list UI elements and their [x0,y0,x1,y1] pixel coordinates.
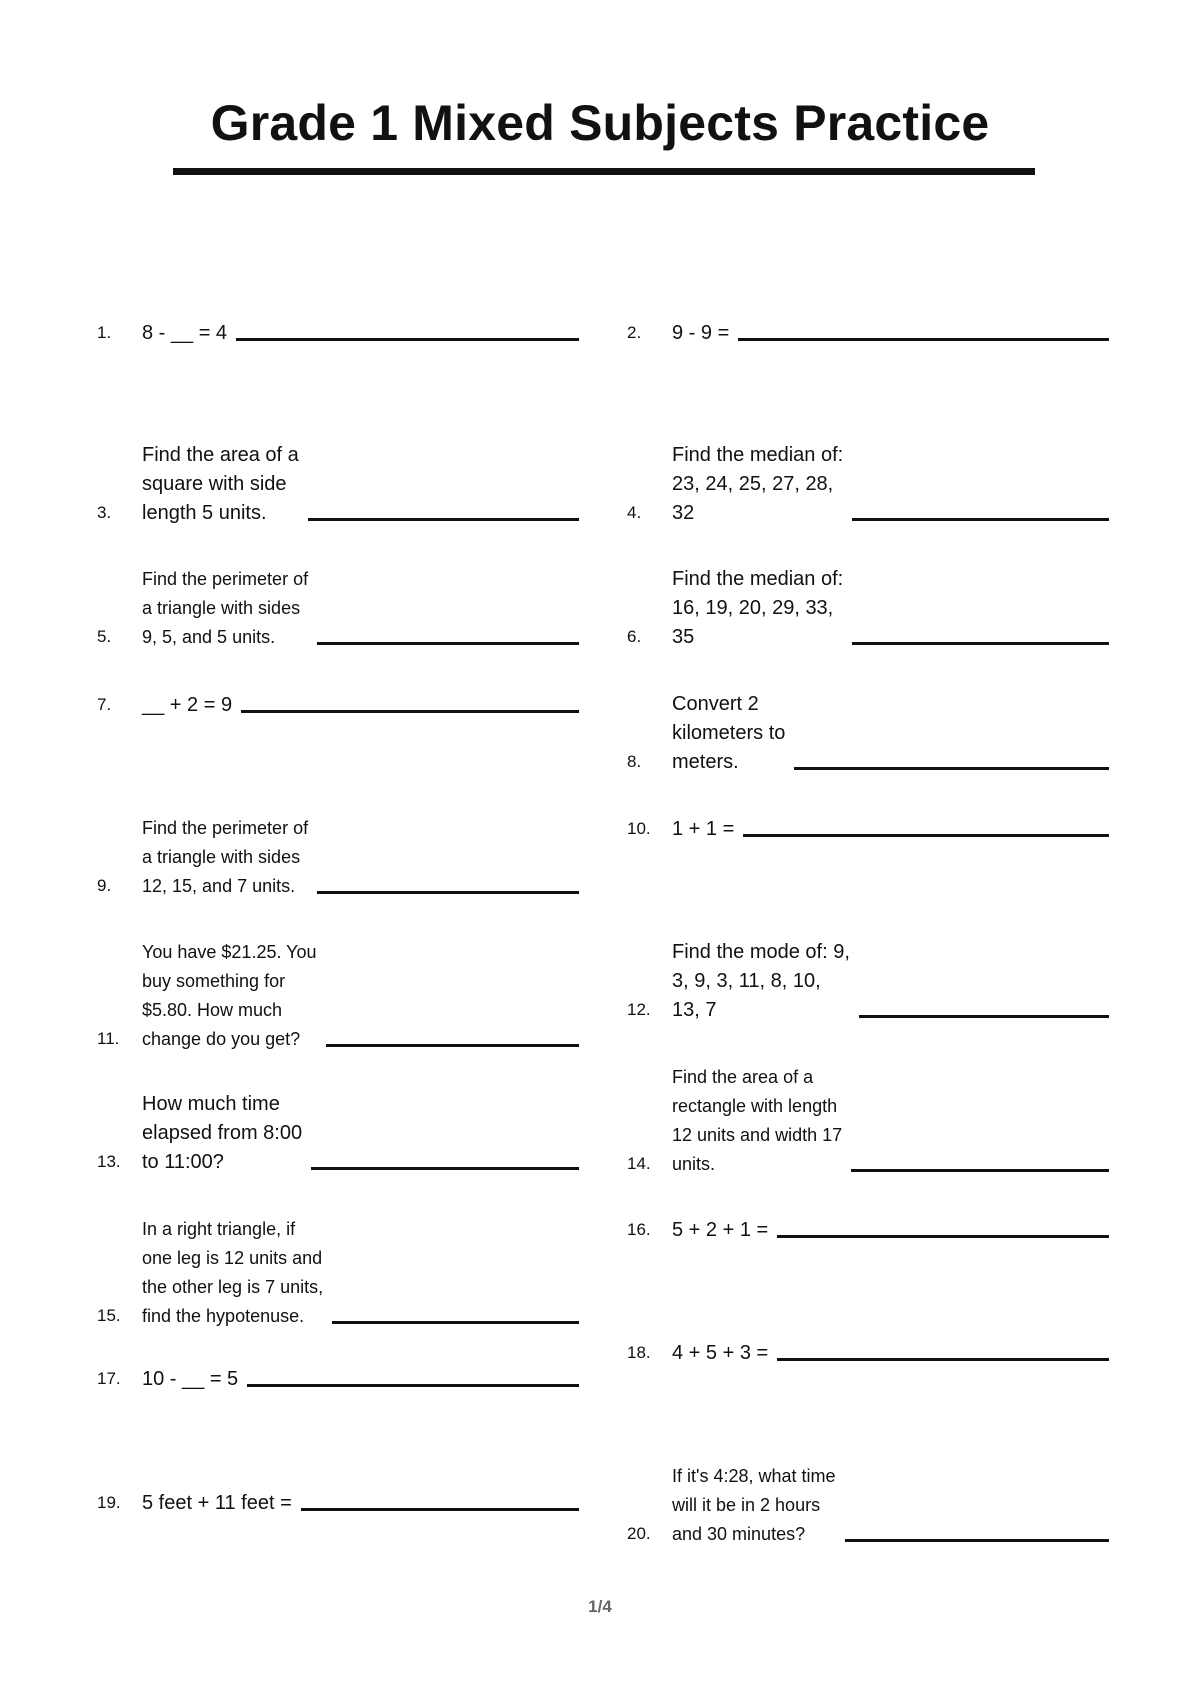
answer-line[interactable] [317,642,579,645]
question-number: 8. [627,752,642,771]
question-6 [627,565,1109,652]
question-text: Find the perimeter of a triangle with sides 12, 15, and 7 units. [142,818,309,896]
question-13 [97,1090,579,1177]
question-text: Find the area of a square with side length 5 units. [142,444,299,524]
question-number: 4. [627,503,642,522]
question-3 [97,441,579,528]
question-number: 1. [97,323,112,342]
worksheet-title: Grade 1 Mixed Subjects Practice [210,95,990,151]
answer-line[interactable] [317,891,579,894]
question-4 [627,441,1109,528]
title-underline [173,168,1035,175]
question-number: 16. [627,1220,651,1239]
question-text: Find the median of: 23, 24, 25, 27, 28, 32 [672,444,844,524]
answer-line[interactable] [236,338,579,341]
question-14 [627,1063,1109,1179]
answer-line[interactable] [794,767,1109,770]
question-number: 6. [627,627,642,646]
answer-line[interactable] [852,642,1109,645]
question-number: 10. [627,819,651,838]
answer-line[interactable] [777,1358,1109,1361]
question-text: Find the area of a rectangle with length 12 units and width 17 units. [672,1067,843,1174]
question-number: 20. [627,1524,651,1543]
question-number: 9. [97,876,112,895]
question-text: You have $21.25. You buy something for $5.80. How much change do you get? [142,942,317,1049]
question-text: 5 + 2 + 1 = [672,1219,769,1241]
question-text: 5 feet + 11 feet = [142,1492,292,1514]
question-7 [97,690,579,720]
question-text: Find the mode of: 9, 3, 9, 3, 11, 8, 10, 13, 7 [672,941,850,1021]
question-16 [627,1215,1109,1245]
question-text: 4 + 5 + 3 = [672,1342,769,1364]
question-number: 5. [97,627,112,646]
question-8 [627,690,1109,777]
question-text: Find the median of: 16, 19, 20, 29, 33, 35 [672,568,844,648]
question-text: In a right triangle, if one leg is 12 units and the other leg is 7 units, find the hypotenuse. [142,1219,324,1326]
question-text: __ + 2 = 9 [142,694,233,716]
question-11 [97,938,579,1054]
answer-line[interactable] [241,710,579,713]
question-number: 7. [97,695,112,714]
question-2 [627,318,1109,348]
answer-line[interactable] [852,518,1109,521]
question-text: 9 - 9 = [672,322,730,344]
answer-line[interactable] [308,518,579,521]
answer-line[interactable] [738,338,1109,341]
answer-line[interactable] [311,1167,579,1170]
answer-line[interactable] [247,1384,579,1387]
question-9 [97,814,579,901]
question-number: 17. [97,1369,121,1388]
question-20 [627,1462,1109,1549]
question-number: 14. [627,1154,651,1173]
question-number: 3. [97,503,112,522]
answer-line[interactable] [851,1169,1109,1172]
question-text: If it's 4:28, what time will it be in 2 hours and 30 minutes? [672,1466,836,1544]
answer-line[interactable] [332,1321,579,1324]
question-number: 12. [627,1000,651,1019]
question-number: 15. [97,1306,121,1325]
question-text: 8 - __ = 4 [142,322,228,344]
question-1 [97,318,579,348]
question-15 [97,1215,579,1331]
answer-line[interactable] [743,834,1109,837]
question-text: 10 - __ = 5 [142,1368,239,1390]
answer-line[interactable] [777,1235,1109,1238]
question-17 [97,1364,579,1394]
answer-line[interactable] [859,1015,1109,1018]
question-5 [97,565,579,652]
question-text: Convert 2 kilometers to meters. [672,693,786,773]
answer-line[interactable] [301,1508,579,1511]
question-19 [97,1488,579,1518]
question-text: 1 + 1 = [672,818,735,840]
question-number: 11. [97,1029,120,1048]
question-text: Find the perimeter of a triangle with sides 9, 5, and 5 units. [142,569,309,647]
question-number: 18. [627,1343,651,1362]
question-number: 13. [97,1152,121,1171]
question-text: How much time elapsed from 8:00 to 11:00? [142,1093,303,1173]
answer-line[interactable] [326,1044,579,1047]
question-10 [627,814,1109,844]
question-18 [627,1338,1109,1368]
answer-line[interactable] [845,1539,1109,1542]
question-12 [627,938,1109,1025]
question-number: 2. [627,323,642,342]
page-indicator: 1/4 [588,1597,612,1616]
question-number: 19. [97,1493,121,1512]
